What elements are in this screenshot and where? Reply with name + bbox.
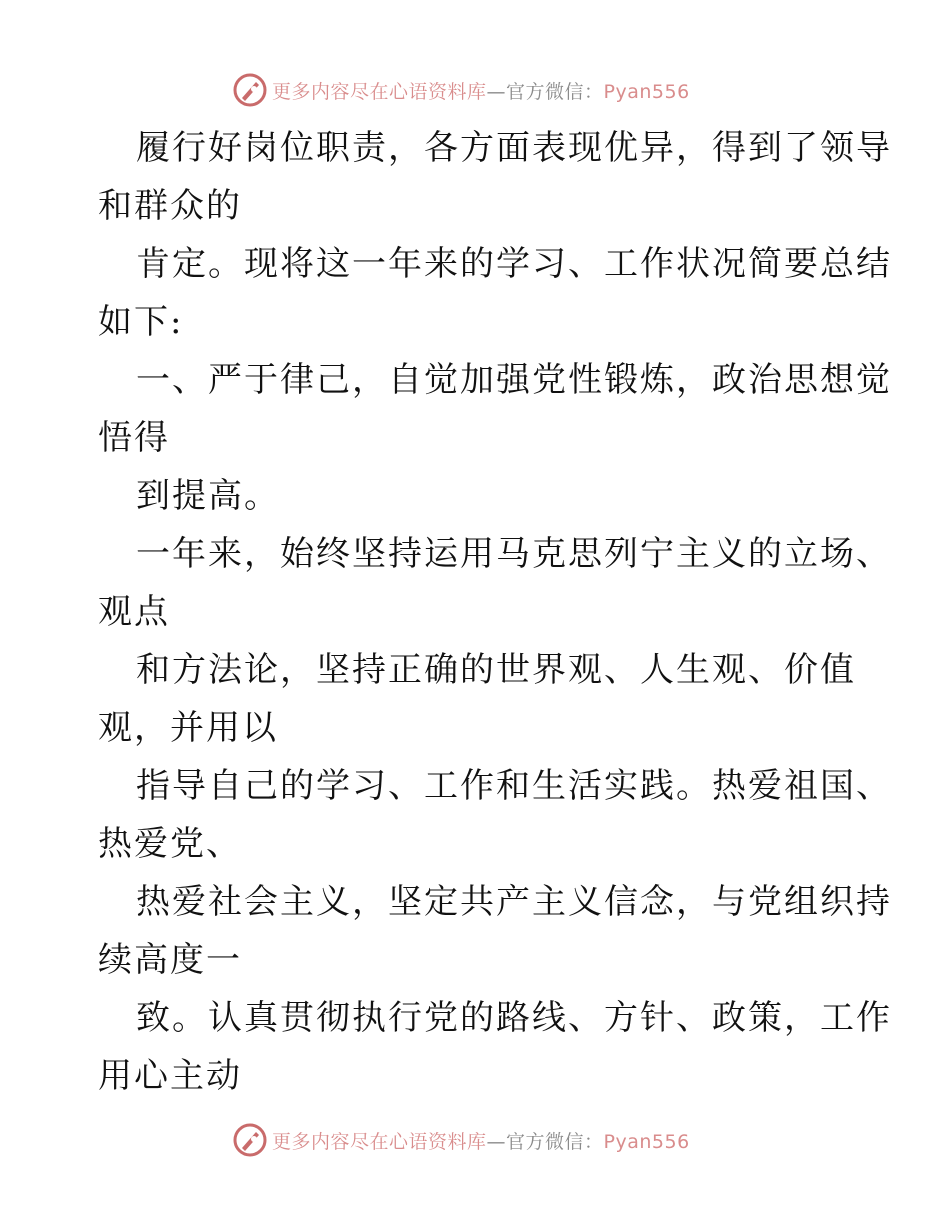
text-line: 续高度一 xyxy=(98,940,242,980)
footer-banner xyxy=(232,1120,752,1160)
text-line: 一、严于律己，自觉加强党性锻炼，政治思想觉 xyxy=(136,360,892,400)
banner-dash: — xyxy=(486,1130,507,1153)
banner-site-text: 更多内容尽在心语资料库 xyxy=(272,80,487,103)
text-line: 和方法论，坚持正确的世界观、人生观、价值 xyxy=(136,650,856,690)
banner-text xyxy=(272,1127,690,1154)
banner-wechat-label: 官方微信： xyxy=(506,1130,604,1153)
text-line: 和群众的 xyxy=(98,186,242,226)
text-line: 如下: xyxy=(98,302,184,342)
header-banner xyxy=(232,70,752,110)
text-line: 一年来，始终坚持运用马克思列宁主义的立场、 xyxy=(136,534,892,574)
text-line: 履行好岗位职责，各方面表现优异，得到了领导 xyxy=(136,128,892,168)
text-line: 热爱社会主义，坚定共产主义信念，与党组织持 xyxy=(136,882,892,922)
text-line: 指导自己的学习、工作和生活实践。热爱祖国、 xyxy=(136,766,892,806)
text-line: 用心主动 xyxy=(98,1056,242,1096)
banner-text xyxy=(272,77,690,104)
banner-wechat-label: 官方微信： xyxy=(506,80,604,103)
banner-dash: — xyxy=(486,80,507,103)
text-line: 悟得 xyxy=(98,418,170,458)
pen-logo-icon xyxy=(232,1122,268,1158)
text-line: 观，并用以 xyxy=(98,708,278,748)
banner-wechat-id: Pyan556 xyxy=(603,80,690,103)
text-line: 致。认真贯彻执行党的路线、方针、政策，工作 xyxy=(136,998,892,1038)
text-line: 到提高。 xyxy=(136,476,280,516)
text-line: 热爱党、 xyxy=(98,824,242,864)
text-line: 观点 xyxy=(98,592,170,632)
banner-site-text: 更多内容尽在心语资料库 xyxy=(272,1130,487,1153)
banner-wechat-id: Pyan556 xyxy=(603,1130,690,1153)
pen-logo-icon xyxy=(232,72,268,108)
text-line: 肯定。现将这一年来的学习、工作状况简要总结 xyxy=(136,244,892,284)
